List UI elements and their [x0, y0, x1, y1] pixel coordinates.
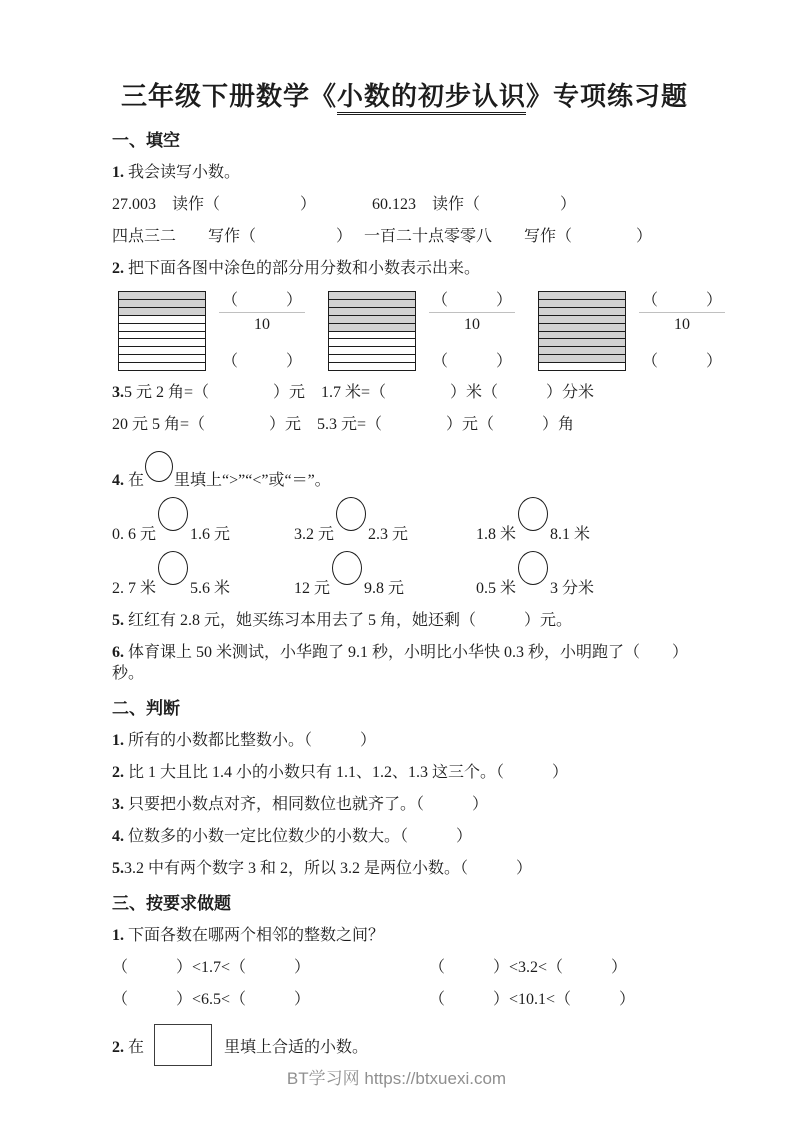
s1-q2-number: 2. [112, 260, 124, 277]
s1-q4-number: 4. [112, 472, 124, 489]
fraction-figure-3 [538, 291, 730, 371]
fraction-denominator: 10 [254, 316, 270, 333]
s3-q1-stem: 1. 下面各数在哪两个相邻的整数之间？ [112, 927, 385, 944]
footer-site-name: BT学习网 [286, 1069, 360, 1088]
inequality-blank: （ ）<10.1<（ ） [429, 991, 636, 1008]
s3-q2-text-after: 里填上合适的小数。 [224, 1038, 369, 1056]
empty-grid-row [329, 362, 415, 370]
shaded-grid-row [539, 315, 625, 323]
comparison-circle [145, 451, 173, 482]
s1-q4-text-after: 里填上“>”“<”或“＝”。 [174, 472, 331, 489]
shaded-grid-row [329, 307, 415, 315]
inequality-blank: （ ）<3.2<（ ） [429, 959, 628, 976]
shaded-grid-row [539, 338, 625, 346]
comparison-circle [158, 497, 188, 531]
comparison-circle [518, 551, 548, 585]
s1-q4-row1 [112, 497, 697, 545]
shaded-grid-row [119, 292, 205, 299]
s1-q1-text: 我会读写小数。 [124, 164, 241, 181]
s3-q2-number: 2. [112, 1038, 124, 1056]
fraction-numerator-blank: （ ） [219, 291, 305, 313]
s1-q3-line1: 3.5 元 2 角=（ ）元 1.7 米=（ ）米（ ）分米 [112, 384, 595, 401]
shaded-grid-row [539, 292, 625, 299]
tenths-grid-3 [538, 291, 626, 371]
shaded-grid-row [329, 315, 415, 323]
fraction-numerator-blank: （ ） [429, 291, 515, 313]
s1-q5: 5. 红红有 2.8 元，她买练习本用去了 5 角，她还剩（ ）元。 [112, 612, 573, 629]
s2-item3-number: 3. [112, 796, 124, 813]
shaded-grid-row [539, 354, 625, 362]
shaded-grid-row [119, 299, 205, 307]
s3-q2-text-before: 在 [124, 1038, 145, 1056]
s3-q1-row2 [112, 989, 697, 1010]
answer-box [154, 1024, 212, 1066]
s1-q6: 6. 体育课上 50 米测试，小华跑了 9.1 秒，小明比小华快 0.3 秒，小明跑了（ ）秒。 [112, 644, 689, 682]
title-underlined-topic: 小数的初步认识 [337, 82, 526, 115]
empty-grid-row [329, 346, 415, 354]
empty-grid-row [329, 354, 415, 362]
shaded-grid-row [329, 323, 415, 331]
s1-q3-number: 3. [112, 384, 124, 401]
s1-q1-stem [112, 162, 697, 183]
s3-q1-row1 [112, 957, 697, 978]
shaded-grid-row [539, 307, 625, 315]
shaded-grid-row [119, 307, 205, 315]
empty-grid-row [119, 354, 205, 362]
inequality-blank: （ ）<6.5<（ ） [112, 991, 311, 1008]
footer-url-link[interactable]: https://btxuexi.com [364, 1069, 507, 1088]
fraction-figure-2 [328, 291, 520, 371]
s1-q4-row2 [112, 551, 697, 599]
s1-q1-number: 1. [112, 164, 124, 181]
comparison-pair: 2. 7 米 5.6 米 [112, 551, 290, 599]
decimal-blank: （ ） [221, 353, 302, 370]
fraction-numerator-blank: （ ） [639, 291, 725, 313]
s1-q2-figures [118, 291, 722, 371]
s1-q1-read-blanks: 27.003 读作（ ） 60.123 读作（ ） [112, 196, 577, 213]
s2-item3: 3. 只要把小数点对齐，相同数位也就齐了。（ ） [112, 796, 489, 813]
tenths-grid-2 [328, 291, 416, 371]
section3-heading: 三、按要求做题 [112, 894, 231, 913]
title-suffix: 》专项练习题 [526, 82, 689, 111]
comparison-pair: 0.5 米 3 分米 [476, 551, 594, 599]
fraction-denominator: 10 [464, 316, 480, 333]
shaded-grid-row [329, 299, 415, 307]
shaded-grid-row [539, 299, 625, 307]
empty-grid-row [329, 331, 415, 339]
empty-grid-row [329, 338, 415, 346]
comparison-pair: 12 元 9.8 元 [294, 551, 472, 599]
s2-item5: 5.3.2 中有两个数字 3 和 2，所以 3.2 是两位小数。（ ） [112, 860, 533, 877]
comparison-circle [158, 551, 188, 585]
inequality-blank: （ ）<1.7<（ ） [112, 959, 311, 976]
comparison-pair: 3.2 元 2.3 元 [294, 497, 472, 545]
fraction-column-2 [424, 291, 520, 371]
comparison-pair: 0. 6 元 1.6 元 [112, 497, 290, 545]
decimal-blank: （ ） [641, 353, 722, 370]
fraction-column-1 [214, 291, 310, 371]
s2-item1: 1. 所有的小数都比整数小。（ ） [112, 732, 377, 749]
s3-q1-number: 1. [112, 927, 124, 944]
s1-q6-number: 6. [112, 644, 124, 661]
s1-q3-line2: 20 元 5 角=（ ）元 5.3 元=（ ）元（ ）角 [112, 416, 575, 433]
empty-grid-row [119, 323, 205, 331]
shaded-grid-row [539, 346, 625, 354]
s1-q4-stem [112, 451, 697, 491]
section1-heading: 一、填空 [112, 131, 180, 150]
s2-item2: 2. 比 1 大且比 1.4 小的小数只有 1.1、1.2、1.3 这三个。（ ） [112, 764, 569, 781]
empty-grid-row [119, 362, 205, 370]
empty-grid-row [539, 362, 625, 370]
fraction-column-3 [634, 291, 730, 371]
comparison-circle [332, 551, 362, 585]
s1-q5-number: 5. [112, 612, 124, 629]
shaded-grid-row [539, 323, 625, 331]
shaded-grid-row [329, 292, 415, 299]
comparison-pair: 1.8 米 8.1 米 [476, 497, 590, 545]
comparison-circle [336, 497, 366, 531]
worksheet-title [112, 78, 697, 116]
empty-grid-row [119, 338, 205, 346]
s2-item5-number: 5. [112, 860, 124, 877]
s1-q2-text: 把下面各图中涂色的部分用分数和小数表示出来。 [124, 260, 481, 277]
s2-item1-number: 1. [112, 732, 124, 749]
s1-q4-text-before: 在 [124, 472, 145, 489]
footer [0, 1064, 793, 1089]
s1-q1-write-blanks: 四点三二 写作（ ） 一百二十点零零八 写作（ ） [112, 228, 653, 245]
fraction-denominator: 10 [674, 316, 690, 333]
s2-item4-number: 4. [112, 828, 124, 845]
comparison-circle [518, 497, 548, 531]
section2-heading: 二、判断 [112, 699, 180, 718]
tenths-grid-1 [118, 291, 206, 371]
empty-grid-row [119, 346, 205, 354]
decimal-blank: （ ） [431, 353, 512, 370]
s2-item4: 4. 位数多的小数一定比位数少的小数大。（ ） [112, 828, 473, 845]
empty-grid-row [119, 331, 205, 339]
fraction-figure-1 [118, 291, 310, 371]
empty-grid-row [119, 315, 205, 323]
title-prefix: 三年级下册数学《 [120, 82, 337, 111]
s2-item2-number: 2. [112, 764, 124, 781]
shaded-grid-row [539, 331, 625, 339]
s1-q2-stem [112, 258, 697, 279]
